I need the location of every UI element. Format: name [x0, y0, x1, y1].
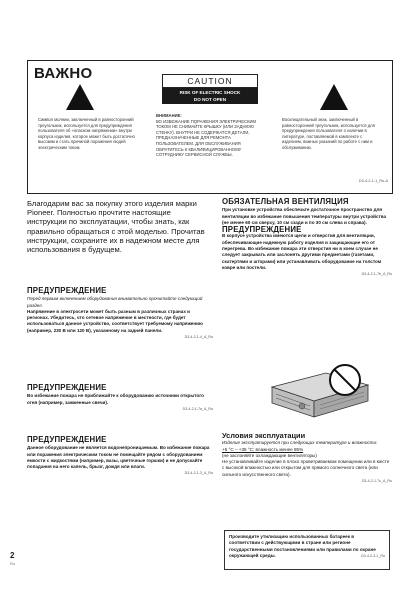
conditions-body: Не устанавливайте изделие в плохо проветриваемом помещении или в месте с высокой влажностью или открытом для прямого солнечного света (или сильного искусственного света). [222, 459, 390, 477]
section-code: D3-4-2-1-3_A_Ru [184, 471, 213, 476]
important-warning-box [27, 60, 393, 194]
intro-paragraph: Благодарим вас за покупку этого изделия марки Pioneer. Полностью прочтите настоящие инструкции по эксплуатации, чтобы знать, как правильно обращаться с этой моделью. Прочитав инструкции, сохраните их в надежном месте для использования в будущем. [27, 199, 205, 255]
receiver-ventilation-illustration [268, 361, 374, 419]
prohibited-icon [330, 365, 360, 395]
section-code: D3-4-2-1-4_A_Ru [184, 335, 213, 340]
section-body: Напряжение в электросети может быть разным в различных странах и регионах. Убедитесь, что сетевое напряжение в местности, где будет использоваться данное устройство, соответствует требуемому напряжению (например, 230 В или 120 В), указанному на задней панели. [27, 308, 203, 333]
caution-label-box [162, 74, 258, 106]
caution-explanation [156, 113, 266, 158]
warning-title: ВАЖНО [34, 65, 93, 82]
section-italic-note: Перед первым включением оборудования внимательно прочитайте следующий раздел. [27, 296, 203, 308]
warning-section-voltage [27, 288, 213, 340]
battery-recycling-box [224, 530, 390, 570]
ventilation-warning-body: В корпусе устройства имеются щели и отверстия для вентиляции, обеспечивающие надежную работу изделия и защищающие его от перегрева. Во избежание пожара эти отверстия ни в коем случае не следует закрывать или заслонять другими предметами (газетами, скатертями и шторами) или устанавливать оборудование на толстом ковре или постели. [222, 233, 382, 270]
warning-box-code: D3-4-2-1-1_Ru-A [358, 179, 388, 183]
conditions-code: D3-4-2-1-7c_A_Ru [361, 479, 392, 484]
ventilation-section [222, 199, 392, 278]
caution-explanation-heading: ВНИМАНИЕ: [156, 113, 182, 118]
caution-line-1: RISK OF ELECTRIC SHOCK [179, 90, 241, 95]
conditions-heading: Условия эксплуатации [222, 431, 306, 440]
ventilation-code: D3-4-2-1-7b_A_Ru [361, 272, 392, 277]
caution-explanation-body: ВО ИЗБЕЖАНИЕ ПОРАЖЕНИЯ ЭЛЕКТРИЧЕСКИМ ТОКОМ НЕ СНИМАЙТЕ КРЫШКУ (ИЛИ ЗАДНЮЮ СТЕНКУ). ВНУТРИ НЕ СОДЕРЖАТСЯ ДЕТАЛИ, ПРЕДНАЗНАЧЕННЫЕ ДЛЯ РЕМОНТА ПОЛЬЗОВАТЕЛЕМ. ДЛЯ ОБСЛУЖИВАНИЯ ОБРАТИТЕСЬ К КВАЛИФИЦИРОВАННОМУ СОТРУДНИКУ СЕРВИСНОЙ СЛУЖБЫ. [156, 118, 257, 158]
exclamation-warning-icon: ! [320, 84, 348, 110]
page-number: 2 [10, 551, 15, 560]
caution-label: CAUTION [162, 74, 258, 88]
lightning-symbol-explanation: Символ молнии, заключенный в равносторонний треугольник, используется для предупреждения пользователя об «опасном напряжении» внутри корпуса изделия, которое может быть достаточно высоким и стать причиной поражения людей электрическим током. [38, 117, 135, 150]
section-heading: ПРЕДУПРЕЖДЕНИЕ [27, 383, 107, 392]
section-body: Данное оборудование не является водонепроницаемым. Во избежание пожара или поражения электрическим током не помещайте рядом с оборудованием емкости с жидкостями (например, вазы, цветочные горшки) и не допускайте попадания на него капель, брызг, дождя или влаги. [27, 445, 210, 470]
recycling-body: Производите утилизацию использованных батареек в соответствии с действующими в стране или регионе государственными постановлениями или правилами по охране окружающей среды. [229, 534, 376, 558]
operating-conditions-section [222, 433, 392, 484]
ventilation-warning-heading: ПРЕДУПРЕЖДЕНИЕ [222, 225, 302, 235]
ventilation-body: При установке устройства обеспечьте достаточное пространство для вентиляции во избежание повышения температуры внутри устройства (не менее 60 см сверху, 10 см сзади и по 30 см слева и справа). [222, 207, 387, 225]
conditions-italic: Изделие эксплуатируется при следующих температуре и влажности: [222, 440, 378, 446]
conditions-temperature-note: (не заслоняйте охлаждающие вентиляторы) [222, 452, 317, 458]
lightning-warning-icon: ϟ [66, 84, 94, 110]
recycling-code: D3-4-2-3-1_Ru [361, 554, 385, 559]
caution-line-2: DO NOT OPEN [193, 97, 227, 102]
section-code: D3-4-2-1-7a_A_Ru [182, 406, 213, 411]
section-heading: ПРЕДУПРЕЖДЕНИЕ [27, 435, 107, 444]
warning-section-water [27, 437, 213, 477]
warning-section-fire [27, 385, 213, 412]
section-heading: ПРЕДУПРЕЖДЕНИЕ [27, 286, 107, 295]
caution-shock-bar [162, 88, 258, 104]
conditions-temperature: +5 °C – +35 °C; влажность менее 85% [222, 446, 304, 452]
page-language: Ru [10, 561, 16, 566]
section-body: Во избежание пожара не приближайте к оборудованию источники открытого огня (например, зажженные свечи). [27, 393, 204, 405]
ventilation-heading: ОБЯЗАТЕЛЬНАЯ ВЕНТИЛЯЦИЯ [222, 197, 349, 206]
exclamation-symbol-explanation: Восклицательный знак, заключенный в равносторонний треугольник, используется для предупреждения пользователя о наличии в литературе, поставляемой в комплекте с изделием, важных указаний по работе с ним и обслуживанию. [282, 117, 375, 150]
